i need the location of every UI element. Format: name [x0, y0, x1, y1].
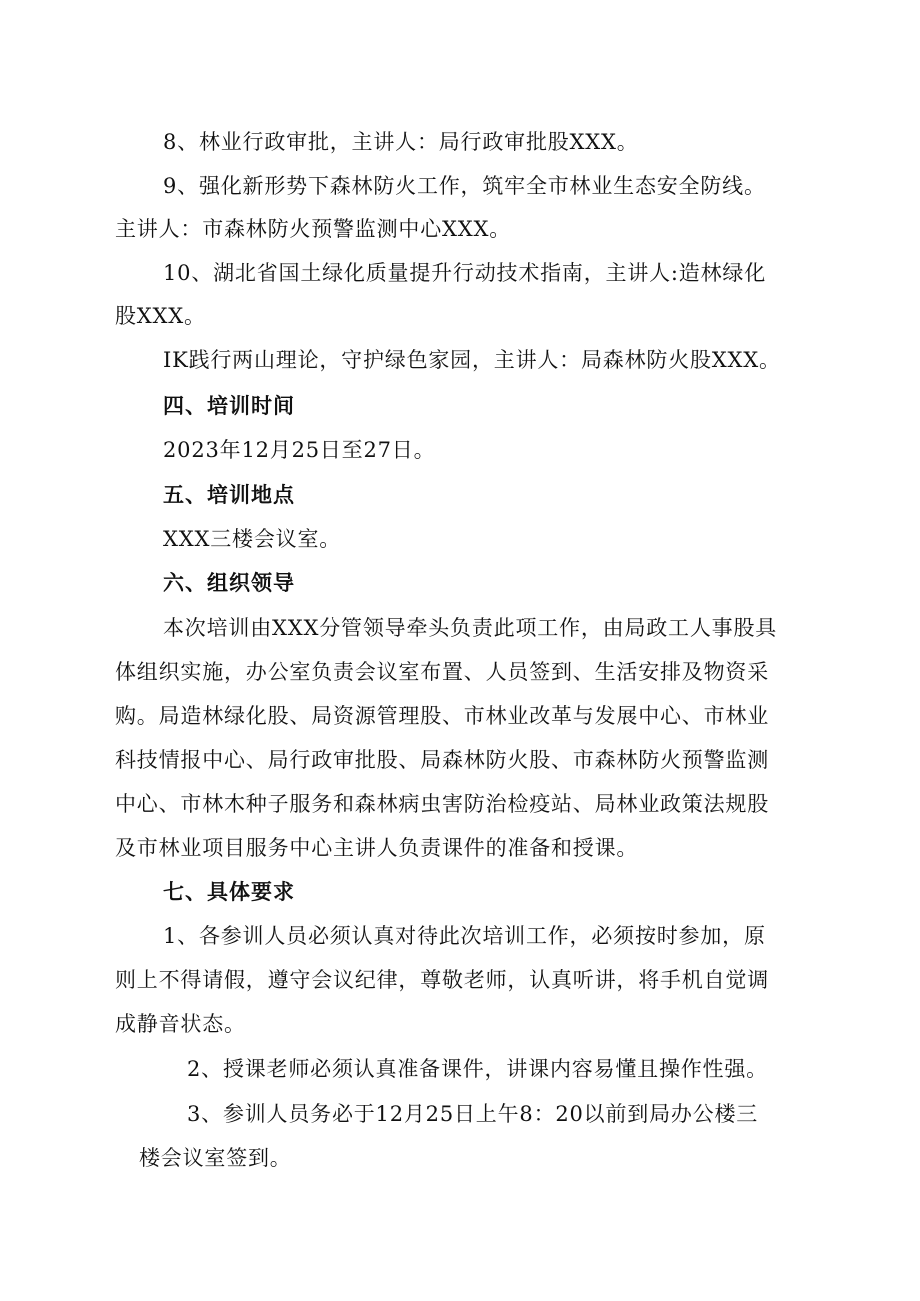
section-heading-organization: 六、组织领导	[163, 571, 295, 595]
organization-para-line5: 中心、市林木种子服务和森林病虫害防治检疫站、局林业政策法规股	[115, 792, 769, 816]
requirement-2: 2、授课老师必须认真准备课件，讲课内容易懂且操作性强。	[187, 1057, 768, 1081]
training-time: 2023年12月25日至27日。	[163, 438, 436, 462]
requirement-1-line2: 则上不得请假，遵守会议纪律，尊敬老师，认真听讲，将手机自觉调	[115, 968, 769, 992]
item-11: IK践行两山理论，守护绿色家园，主讲人：局森林防火股XXX。	[163, 348, 781, 372]
requirement-3-line2: 楼会议室签到。	[139, 1146, 292, 1170]
organization-para-line4: 科技情报中心、局行政审批股、局森林防火股、市森林防火预警监测	[115, 748, 769, 772]
item-9-line1: 9、强化新形势下森林防火工作，筑牢全市林业生态安全防线。	[163, 174, 766, 198]
training-location: XXX三楼会议室。	[163, 527, 342, 551]
item-8: 8、林业行政审批，主讲人：局行政审批股XXX。	[163, 130, 639, 154]
organization-para-line3: 购。局造林绿化股、局资源管理股、市林业改革与发展中心、市林业	[115, 704, 769, 728]
section-heading-requirements: 七、具体要求	[163, 880, 295, 904]
item-10-line1: 10、湖北省国土绿化质量提升行动技术指南，主讲人:造林绿化	[163, 261, 766, 285]
requirement-3-line1: 3、参训人员务必于12月25日上午8：20以前到局办公楼三	[187, 1102, 759, 1126]
section-heading-location: 五、培训地点	[163, 483, 295, 507]
organization-para-line6: 及市林业项目服务中心主讲人负责课件的准备和授课。	[115, 836, 639, 860]
item-9-line2: 主讲人：市森林防火预警监测中心XXX。	[115, 217, 512, 241]
section-heading-time: 四、培训时间	[163, 394, 295, 418]
organization-para-line2: 体组织实施，办公室负责会议室布置、人员签到、生活安排及物资采	[115, 660, 769, 684]
requirement-1-line1: 1、各参训人员必须认真对待此次培训工作，必须按时参加，原	[163, 924, 766, 948]
item-10-line2: 股XXX。	[115, 304, 206, 328]
organization-para-line1: 本次培训由XXX分管领导牵头负责此项工作，由局政工人事股具	[163, 616, 778, 640]
requirement-1-line3: 成静音状态。	[115, 1012, 246, 1036]
